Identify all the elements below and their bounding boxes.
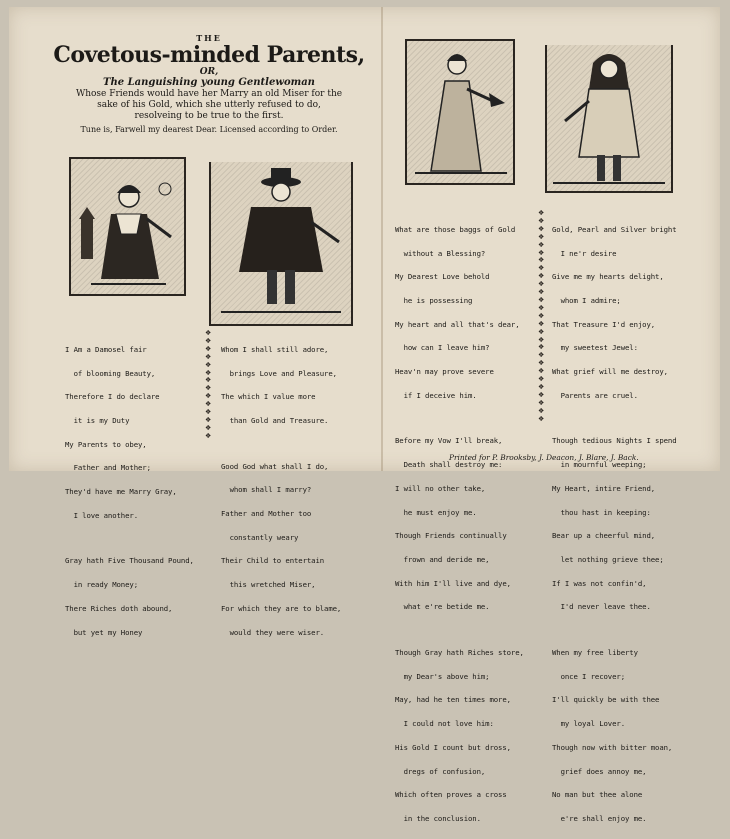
verse-line: My Dearest Love behold — [395, 272, 490, 282]
verse-line: what e're betide me. — [395, 602, 490, 612]
verse-line: His Gold I count but dross, — [395, 742, 511, 752]
gentleman-hat-illustration — [211, 162, 351, 324]
verse-line: When my free liberty — [552, 647, 638, 657]
ballad-subtitle: The Languishing young Gentlewoman — [103, 77, 315, 88]
broadside-sheet — [9, 7, 720, 823]
description-line: sake of his Gold, which she utterly refused to do, — [97, 100, 321, 110]
verse-line: constantly weary — [221, 532, 299, 542]
verse-line: Good God what shall I do, — [221, 461, 329, 471]
verse-line: With him I'll live and dye, — [395, 578, 511, 588]
verse-line: Before my Vow I'll break, — [395, 436, 503, 446]
verse-line: of blooming Beauty, — [65, 368, 156, 378]
verse-line: this wretched Miser, — [221, 580, 316, 590]
verse-line: What are those baggs of Gold — [395, 224, 516, 234]
verse-line: Gold, Pearl and Silver bright — [552, 224, 677, 234]
verse-line: Whom I shall still adore, — [221, 344, 329, 354]
verse-line: Though Friends continually — [395, 531, 507, 541]
verse-line: Their Child to entertain — [221, 556, 325, 566]
verse-line: Bear up a cheerful mind, — [552, 531, 656, 541]
verse-line: Father and Mother; — [65, 463, 151, 473]
verse-column-1 — [65, 330, 194, 652]
verse-line: Gray hath Five Thousand Pound, — [65, 556, 194, 566]
verse-line: brings Love and Pleasure, — [221, 368, 337, 378]
title-or: OR, — [199, 67, 219, 77]
verse-line: What grief will me destroy, — [552, 367, 668, 377]
verse-line: it is my Duty — [65, 415, 130, 425]
verse-line: May, had he ten times more, — [395, 695, 511, 705]
verse-line: No man but thee alone — [552, 790, 643, 800]
verse-line: They'd have me Marry Gray, — [65, 487, 177, 497]
verse-line: frown and deride me, — [395, 554, 490, 564]
verse-line: Death shall destroy me: — [395, 460, 503, 470]
verse-line: he is possessing — [395, 295, 473, 305]
woodcut-gentleman-hat — [209, 162, 353, 326]
printer-imprint: Printed for P. Brooksby, J. Deacon, J. Blare, J. Back. — [449, 453, 639, 462]
verse-line: I will no other take, — [395, 483, 486, 493]
verse-line: The which I value more — [221, 392, 316, 402]
ballad-header — [49, 33, 369, 136]
verse-line: Though Gray hath Riches store, — [395, 647, 524, 657]
verse-column-2 — [221, 330, 341, 652]
gentleman-wig-illustration — [547, 45, 671, 191]
verse-line: grief does annoy me, — [552, 766, 647, 776]
sheet-fold — [381, 7, 383, 471]
verse-line: Though tedious Nights I spend — [552, 436, 677, 446]
tune-line: Tune is, Farwell my dearest Dear. Licensed according to Order. — [80, 125, 338, 134]
lady-kneeling-illustration — [71, 159, 184, 294]
verse-line: whom shall I marry? — [221, 485, 312, 495]
verse-line: Though now with bitter moan, — [552, 742, 673, 752]
ornament-column-2: ❖ ❖ ❖ ❖ ❖ ❖ ❖ ❖ ❖ ❖ ❖ ❖ ❖ ❖ ❖ ❖ ❖ ❖ ❖ ❖ ❖ ❖ ❖ ❖ ❖ ❖ ❖ — [538, 209, 545, 423]
verse-line: I could not love him: — [395, 719, 494, 729]
verse-line: Which often proves a cross — [395, 790, 507, 800]
verse-column-4 — [552, 210, 677, 839]
verse-line: but yet my Honey — [65, 627, 143, 637]
verse-line: My heart and all that's dear, — [395, 319, 520, 329]
description-line: Whose Friends would have her Marry an old Miser for the — [75, 89, 343, 99]
verse-line: whom I admire; — [552, 295, 621, 305]
title-the: THE — [196, 33, 222, 43]
verse-line: my loyal Lover. — [552, 719, 625, 729]
verse-line: my sweetest Jewel: — [552, 343, 638, 353]
verse-line: There Riches doth abound, — [65, 603, 173, 613]
verse-line: without a Blessing? — [395, 248, 486, 258]
woodcut-gentleman-wig — [545, 45, 673, 193]
verse-line: Give me my hearts delight, — [552, 272, 664, 282]
verse-line: Parents are cruel. — [552, 390, 638, 400]
verse-line: once I recover; — [552, 671, 625, 681]
description-line: resolveing to be true to the first. — [134, 111, 284, 121]
verse-line: my Dear's above him; — [395, 671, 490, 681]
verse-line: My Heart, intire Friend, — [552, 483, 656, 493]
verse-line: That Treasure I'd enjoy, — [552, 319, 656, 329]
verse-line: he must enjoy me. — [395, 507, 477, 517]
verse-line: For which they are to blame, — [221, 603, 342, 613]
verse-line: dregs of confusion, — [395, 766, 486, 776]
woodcut-woman-standing — [405, 39, 515, 185]
woodcut-lady-kneeling — [69, 157, 186, 296]
verse-line: in the conclusion. — [395, 813, 481, 823]
ornament-column-1: ❖ ❖ ❖ ❖ ❖ ❖ ❖ ❖ ❖ ❖ ❖ ❖ ❖ ❖ — [205, 329, 212, 440]
verse-line: Father and Mother too — [221, 508, 312, 518]
verse-line: thou hast in keeping: — [552, 507, 651, 517]
woman-standing-illustration — [407, 41, 513, 183]
verse-line: I love another. — [65, 510, 138, 520]
verse-line: in ready Money; — [65, 580, 138, 590]
ballad-title: Covetous-minded Parents, — [53, 42, 365, 68]
verse-line: I ne'r desire — [552, 248, 617, 258]
verse-line: I'll quickly be with thee — [552, 695, 660, 705]
verse-line: My Parents to obey, — [65, 439, 147, 449]
verse-line: would they were wiser. — [221, 627, 325, 637]
verse-line: I Am a Damosel fair — [65, 344, 147, 354]
verse-line: in mournful weeping; — [552, 460, 647, 470]
verse-line: e're shall enjoy me. — [552, 813, 647, 823]
verse-line: how can I leave him? — [395, 343, 490, 353]
verse-line: than Gold and Treasure. — [221, 415, 329, 425]
verse-line: let nothing grieve thee; — [552, 554, 664, 564]
verse-line: I'd never leave thee. — [552, 602, 651, 612]
verse-line: Heav'n may prove severe — [395, 367, 494, 377]
verse-line: If I was not confin'd, — [552, 578, 647, 588]
verse-line: Therefore I do declare — [65, 392, 160, 402]
verse-line: if I deceive him. — [395, 390, 477, 400]
verse-column-3 — [395, 210, 524, 839]
